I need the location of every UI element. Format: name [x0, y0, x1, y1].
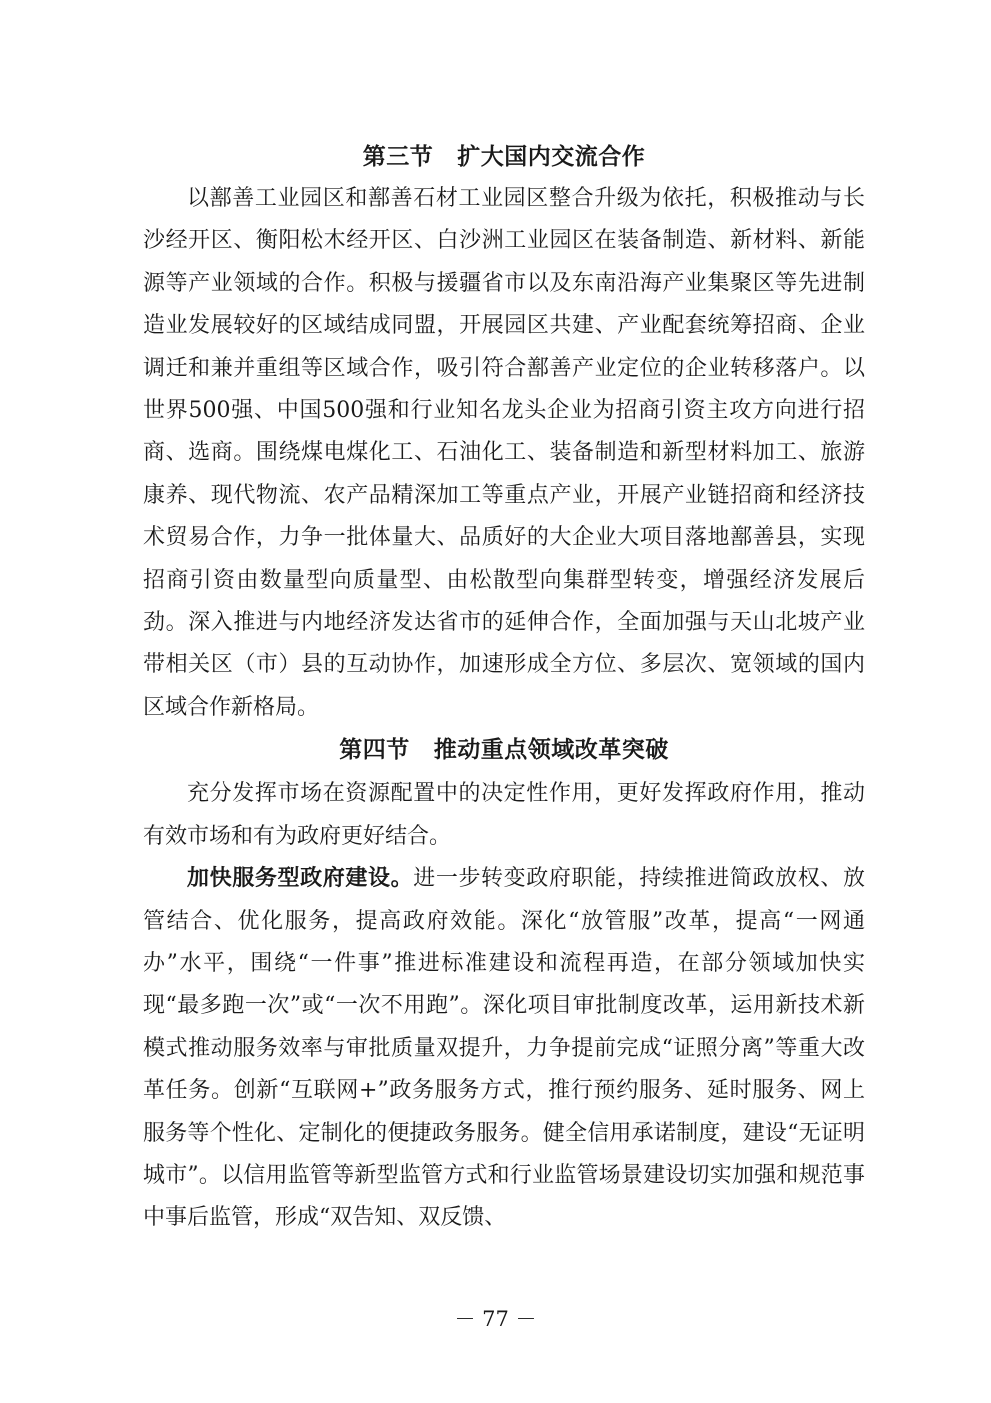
section-4-heading: [143, 731, 865, 769]
section-4-intro-paragraph: 充分发挥市场在资源配置中的决定性作用，更好发挥政府作用，推动有效市场和有为政府更好结合。: [143, 781, 865, 849]
service-government-paragraph: [143, 858, 865, 1240]
section-3-paragraph: 以鄯善工业园区和鄯善石材工业园区整合升级为依托，积极推动与长沙经开区、衡阳松木经开区、白沙洲工业园区在装备制造、新材料、新能源等产业领域的合作。积极与援疆省市以及东南沿海产业集聚区等先进制造业发展较好的区域结成同盟，开展园区共建、产业配套统筹招商、企业调迁和兼并重组等区域合作，吸引符合鄯善产业定位的企业转移落户。以世界500强、中国500强和行业知名龙头企业为招商引资主攻方向进行招商、选商。围绕煤电煤化工、石油化工、装备制造和新型材料加工、旅游康养、现代物流、农产品精深加工等重点产业，开展产业链招商和经济技术贸易合作，力争一批体量大、品质好的大企业大项目落地鄯善县，实现招商引资由数量型向质量型、由松散型向集群型转变，增强经济发展后劲。深入推进与内地经济发达省市的延伸合作，全面加强与天山北坡产业带相关区（市）县的互动协作，加速形成全方位、多层次、宽领域的国内区域合作新格局。: [143, 186, 865, 720]
section-3-number: 第三节: [362, 144, 434, 170]
service-government-body: 进一步转变政府职能，持续推进简政放权、放管结合、优化服务，提高政府效能。深化“放管服”改革，提高“一网通办”水平，围绕“一件事”推进标准建设和流程再造，在部分领域加快实现“最多跑一次”或“一次不用跑”。深化项目审批制度改革，运用新技术新模式推动服务效率与审批质量双提升，力争提前完成“证照分离”等重大改革任务。创新“互联网+”政务服务方式，推行预约服务、延时服务、网上服务等个性化、定制化的便捷政务服务。健全信用承诺制度，建设“无证明城市”。以信用监管等新型监管方式和行业监管场景建设切实加强和规范事中事后监管，形成“双告知、双反馈、: [143, 866, 865, 1231]
service-government-lead: 加快服务型政府建设。: [187, 866, 414, 892]
section-4-number: 第四节: [339, 737, 410, 764]
page-content: [143, 138, 865, 1240]
section-3-heading: [143, 138, 865, 176]
section-3-title: 扩大国内交流合作: [457, 144, 646, 170]
page-number: － 77 －: [454, 1307, 537, 1331]
section-4-title: 推动重点领域改革突破: [433, 737, 669, 764]
